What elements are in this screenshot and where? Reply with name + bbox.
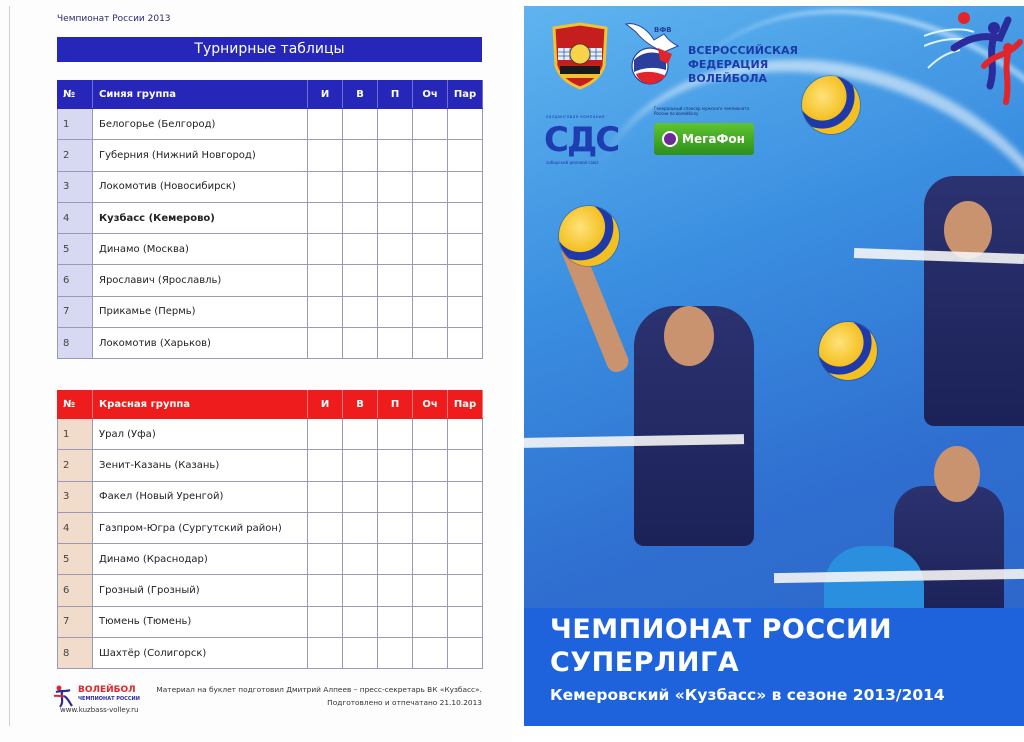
stat-cell: [308, 575, 343, 606]
megafon-icon: [662, 131, 678, 147]
stat-cell: [343, 109, 378, 140]
stat-cell: [448, 171, 483, 202]
stat-cell: [308, 296, 343, 327]
booklet-cover: [524, 6, 1024, 726]
team-name: Динамо (Москва): [93, 234, 308, 265]
stat-cell: [448, 234, 483, 265]
col-number: №: [58, 391, 93, 419]
stat-cell: [378, 575, 413, 606]
rank: 4: [58, 512, 93, 543]
stat-cell: [448, 450, 483, 481]
table-row: [58, 328, 483, 359]
stat-cell: [413, 202, 448, 233]
stat-cell: [378, 512, 413, 543]
stat-cell: [308, 140, 343, 171]
stat-cell: [343, 638, 378, 669]
logo-brand: ВОЛЕЙБОЛ: [78, 685, 136, 695]
rank: 1: [58, 419, 93, 450]
stat-cell: [448, 575, 483, 606]
team-name: Зенит-Казань (Казань): [93, 450, 308, 481]
federation-name: ВСЕРОССИЙСКАЯ ФЕДЕРАЦИЯ ВОЛЕЙБОЛА: [688, 44, 798, 85]
player-setter-head: [934, 446, 980, 502]
stat-cell: [413, 109, 448, 140]
running-head: Чемпионат России 2013: [57, 14, 171, 24]
sds-sponsor-logo: СДС: [544, 120, 619, 160]
megafon-sponsor-logo: МегаФон: [654, 123, 754, 155]
volleyball-federation-logo-icon: [624, 20, 680, 88]
table-header-row: [58, 81, 483, 109]
stat-cell: [343, 296, 378, 327]
stat-cell: [378, 202, 413, 233]
stat-cell: [448, 109, 483, 140]
stat-cell: [448, 638, 483, 669]
col-losses: П: [378, 391, 413, 419]
volleyball-ball: [559, 206, 619, 266]
table-header-row: [58, 391, 483, 419]
stat-cell: [308, 171, 343, 202]
volleyball-player-icon: [52, 684, 74, 708]
col-wins: В: [343, 391, 378, 419]
stat-cell: [308, 638, 343, 669]
stat-cell: [308, 512, 343, 543]
cover-title-league: СУПЕРЛИГА: [550, 647, 740, 678]
stat-cell: [378, 140, 413, 171]
stat-cell: [413, 171, 448, 202]
stat-cell: [448, 512, 483, 543]
table-row: [58, 171, 483, 202]
stat-cell: [378, 606, 413, 637]
rank: 4: [58, 202, 93, 233]
credits: [122, 683, 482, 709]
stat-cell: [308, 419, 343, 450]
volleyball-ball: [802, 76, 860, 134]
page-title: Турнирные таблицы: [57, 37, 482, 62]
col-losses: П: [378, 81, 413, 109]
team-name: Белогорье (Белгород): [93, 109, 308, 140]
volleyball-ball: [819, 322, 877, 380]
stat-cell: [378, 450, 413, 481]
stat-cell: [413, 638, 448, 669]
stat-cell: [413, 544, 448, 575]
stat-cell: [343, 606, 378, 637]
stat-cell: [308, 606, 343, 637]
stat-cell: [308, 450, 343, 481]
table-row: [58, 140, 483, 171]
stat-cell: [448, 328, 483, 359]
group-name-header: Красная группа: [93, 391, 308, 419]
rank: 6: [58, 575, 93, 606]
rank: 5: [58, 544, 93, 575]
sds-caption: сибирский деловой союз: [546, 160, 599, 165]
team-name: Кузбасс (Кемерово): [93, 202, 308, 233]
stat-cell: [448, 544, 483, 575]
team-name: Грозный (Грозный): [93, 575, 308, 606]
team-name: Динамо (Краснодар): [93, 544, 308, 575]
stat-cell: [413, 481, 448, 512]
stat-cell: [378, 234, 413, 265]
stat-cell: [413, 606, 448, 637]
team-name: Факел (Новый Уренгой): [93, 481, 308, 512]
col-points: Оч: [413, 391, 448, 419]
blue-group-table: [57, 80, 483, 359]
table-row: [58, 265, 483, 296]
team-name: Ярославич (Ярославль): [93, 265, 308, 296]
table-row: [58, 234, 483, 265]
stat-cell: [448, 481, 483, 512]
logo-subtitle: ЧЕМПИОНАТ РОССИИ: [78, 696, 140, 702]
stat-cell: [448, 140, 483, 171]
table-row: [58, 606, 483, 637]
stat-cell: [413, 234, 448, 265]
sds-caption: холдинговая компания: [546, 114, 605, 119]
svg-text:ВФВ: ВФВ: [654, 26, 672, 34]
player-head: [664, 306, 714, 366]
stat-cell: [413, 512, 448, 543]
team-name: Локомотив (Харьков): [93, 328, 308, 359]
rank: 8: [58, 638, 93, 669]
table-row: [58, 296, 483, 327]
stat-cell: [413, 419, 448, 450]
stat-cell: [413, 296, 448, 327]
col-number: №: [58, 81, 93, 109]
rank: 5: [58, 234, 93, 265]
stat-cell: [343, 544, 378, 575]
stat-cell: [378, 328, 413, 359]
stat-cell: [343, 140, 378, 171]
website-link[interactable]: www.kuzbass-volley.ru: [60, 706, 139, 714]
table-row: [58, 109, 483, 140]
stat-cell: [448, 296, 483, 327]
rank: 7: [58, 296, 93, 327]
stat-cell: [378, 109, 413, 140]
rank: 3: [58, 481, 93, 512]
stat-cell: [308, 544, 343, 575]
stat-cell: [413, 140, 448, 171]
table-row: [58, 419, 483, 450]
stat-cell: [308, 234, 343, 265]
rank: 6: [58, 265, 93, 296]
stat-cell: [413, 450, 448, 481]
col-sets: Пар: [448, 81, 483, 109]
credit-author: Материал на буклет подготовил Дмитрий Алпеев – пресс-секретарь ВК «Кузбасс».: [156, 685, 482, 694]
col-games: И: [308, 81, 343, 109]
stat-cell: [343, 265, 378, 296]
stat-cell: [378, 638, 413, 669]
stat-cell: [343, 202, 378, 233]
team-name: Губерния (Нижний Новгород): [93, 140, 308, 171]
stat-cell: [413, 265, 448, 296]
megafon-caption: Генеральный спонсор мужского чемпионата России по волейболу: [654, 106, 750, 116]
table-row-highlighted: [58, 202, 483, 233]
stat-cell: [413, 575, 448, 606]
stat-cell: [343, 234, 378, 265]
stat-cell: [308, 481, 343, 512]
table-row: [58, 450, 483, 481]
stat-cell: [308, 265, 343, 296]
team-name: Урал (Уфа): [93, 419, 308, 450]
stat-cell: [343, 481, 378, 512]
rank: 2: [58, 140, 93, 171]
stat-cell: [378, 171, 413, 202]
stat-cell: [378, 419, 413, 450]
kuzbass-club-shield-icon: [550, 22, 610, 90]
stat-cell: [448, 202, 483, 233]
stat-cell: [343, 419, 378, 450]
team-name: Локомотив (Новосибирск): [93, 171, 308, 202]
group-name-header: Синяя группа: [93, 81, 308, 109]
stat-cell: [343, 450, 378, 481]
stat-cell: [378, 481, 413, 512]
stat-cell: [413, 328, 448, 359]
stat-cell: [378, 296, 413, 327]
col-points: Оч: [413, 81, 448, 109]
cover-subtitle: Кемеровский «Кузбасс» в сезоне 2013/2014: [550, 686, 945, 704]
volleyball-players-emblem-icon: [924, 6, 1024, 106]
stat-cell: [308, 202, 343, 233]
stat-cell: [378, 265, 413, 296]
stat-cell: [343, 328, 378, 359]
stat-cell: [343, 575, 378, 606]
stat-cell: [343, 512, 378, 543]
col-wins: В: [343, 81, 378, 109]
table-row: [58, 575, 483, 606]
stat-cell: [378, 544, 413, 575]
credit-print-date: Подготовлено и отпечатано 21.10.2013: [327, 698, 482, 707]
table-row: [58, 544, 483, 575]
table-row: [58, 512, 483, 543]
table-row: [58, 638, 483, 669]
stat-cell: [308, 109, 343, 140]
team-name: Тюмень (Тюмень): [93, 606, 308, 637]
rank: 8: [58, 328, 93, 359]
player-blocking-head: [944, 201, 992, 259]
red-group-table: [57, 390, 483, 669]
page-edge-line: [9, 6, 10, 726]
stat-cell: [308, 328, 343, 359]
table-row: [58, 481, 483, 512]
rank: 3: [58, 171, 93, 202]
rank: 1: [58, 109, 93, 140]
rank: 7: [58, 606, 93, 637]
stat-cell: [448, 606, 483, 637]
team-name: Шахтёр (Солигорск): [93, 638, 308, 669]
team-name: Прикамье (Пермь): [93, 296, 308, 327]
stat-cell: [448, 265, 483, 296]
col-games: И: [308, 391, 343, 419]
stat-cell: [448, 419, 483, 450]
rank: 2: [58, 450, 93, 481]
stat-cell: [343, 171, 378, 202]
cover-title: ЧЕМПИОНАТ РОССИИ: [550, 614, 893, 645]
col-sets: Пар: [448, 391, 483, 419]
team-name: Газпром-Югра (Сургутский район): [93, 512, 308, 543]
